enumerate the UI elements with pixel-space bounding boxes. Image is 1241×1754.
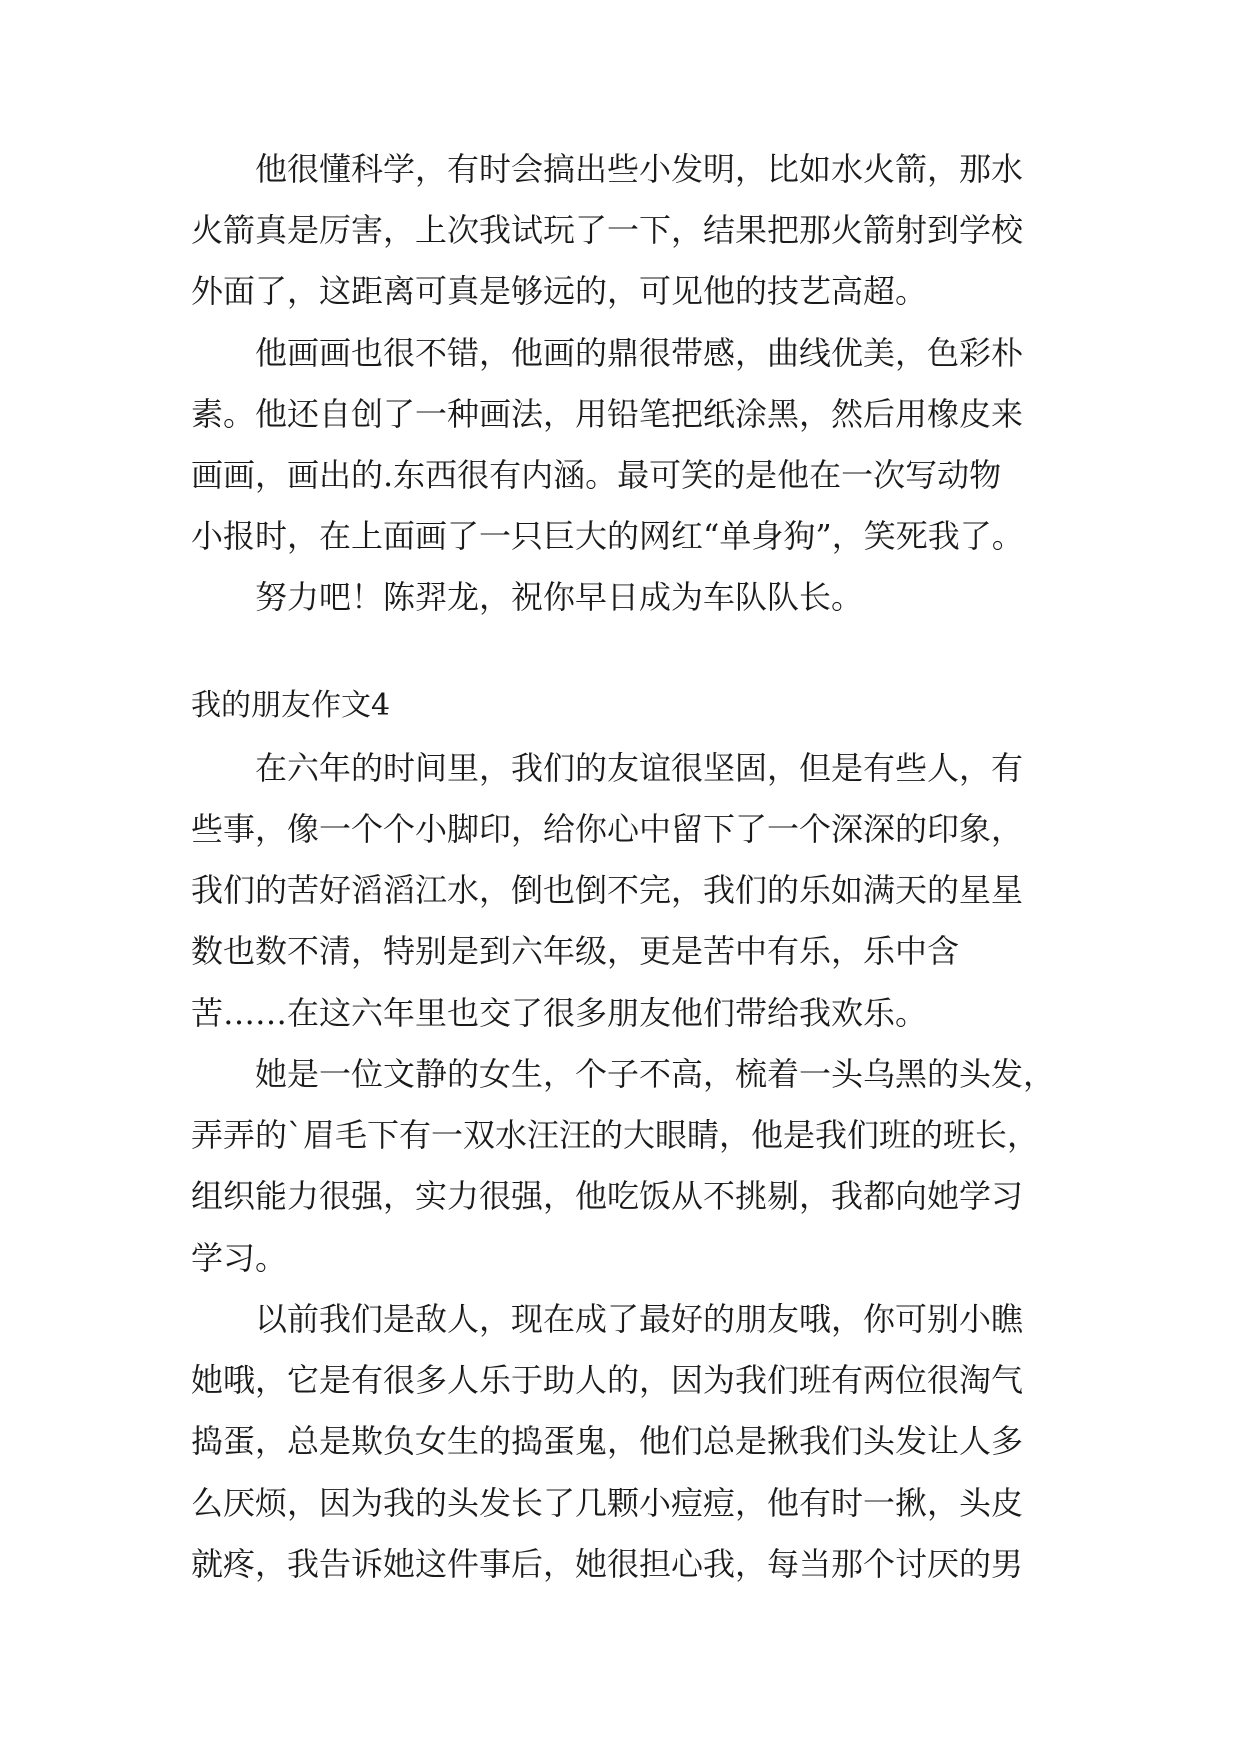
- paragraph-line: 捣蛋，总是欺负女生的捣蛋鬼，他们总是揪我们头发让人多: [191, 1422, 1024, 1460]
- paragraph-line: 些事，像一个个小脚印，给你心中留下了一个深深的印象，: [191, 810, 1024, 848]
- paragraph-line: 以前我们是敌人，现在成了最好的朋友哦，你可别小瞧: [255, 1300, 1024, 1338]
- paragraph-line: 素。他还自创了一种画法，用铅笔把纸涂黑，然后用橡皮来: [191, 395, 1024, 433]
- paragraph-line: 她是一位文静的女生，个子不高，梳着一头乌黑的头发，: [255, 1055, 1056, 1093]
- section-title: 我的朋友作文4: [191, 688, 391, 723]
- paragraph-line: 火箭真是厉害，上次我试玩了一下，结果把那火箭射到学校: [191, 211, 1024, 249]
- paragraph-line: 数也数不清，特别是到六年级，更是苦中有乐，乐中含: [191, 932, 960, 970]
- paragraph-line: 她哦，它是有很多人乐于助人的，因为我们班有两位很淘气: [191, 1361, 1024, 1399]
- paragraph-line: 我们的苦好滔滔江水，倒也倒不完，我们的乐如满天的星星: [191, 871, 1024, 909]
- paragraph-line: 他画画也很不错，他画的鼎很带感，曲线优美，色彩朴: [255, 334, 1024, 372]
- paragraph-line: 就疼，我告诉她这件事后，她很担心我，每当那个讨厌的男: [191, 1545, 1024, 1583]
- paragraph-line: 努力吧！陈羿龙，祝你早日成为车队队长。: [255, 578, 864, 616]
- paragraph-line: 外面了，这距离可真是够远的，可见他的技艺高超。: [191, 272, 928, 310]
- paragraph-line: 组织能力很强，实力很强，他吃饭从不挑剔，我都向她学习: [191, 1177, 1024, 1215]
- paragraph-line: 苦……在这六年里也交了很多朋友他们带给我欢乐。: [191, 994, 928, 1032]
- paragraph-line: 小报时，在上面画了一只巨大的网红“单身狗”，笑死我了。: [191, 517, 1024, 555]
- paragraph-line: 画画，画出的.东西很有内涵。最可笑的是他在一次写动物: [191, 456, 1002, 494]
- paragraph-line: 弄弄的`眉毛下有一双水汪汪的大眼睛，他是我们班的班长，: [191, 1116, 1040, 1154]
- paragraph-line: 么厌烦，因为我的头发长了几颗小痘痘，他有时一揪，头皮: [191, 1484, 1024, 1522]
- paragraph-line: 在六年的时间里，我们的友谊很坚固，但是有些人，有: [255, 749, 1024, 787]
- paragraph-line: 他很懂科学，有时会搞出些小发明，比如水火箭，那水: [255, 150, 1024, 188]
- paragraph-line: 学习。: [191, 1239, 288, 1277]
